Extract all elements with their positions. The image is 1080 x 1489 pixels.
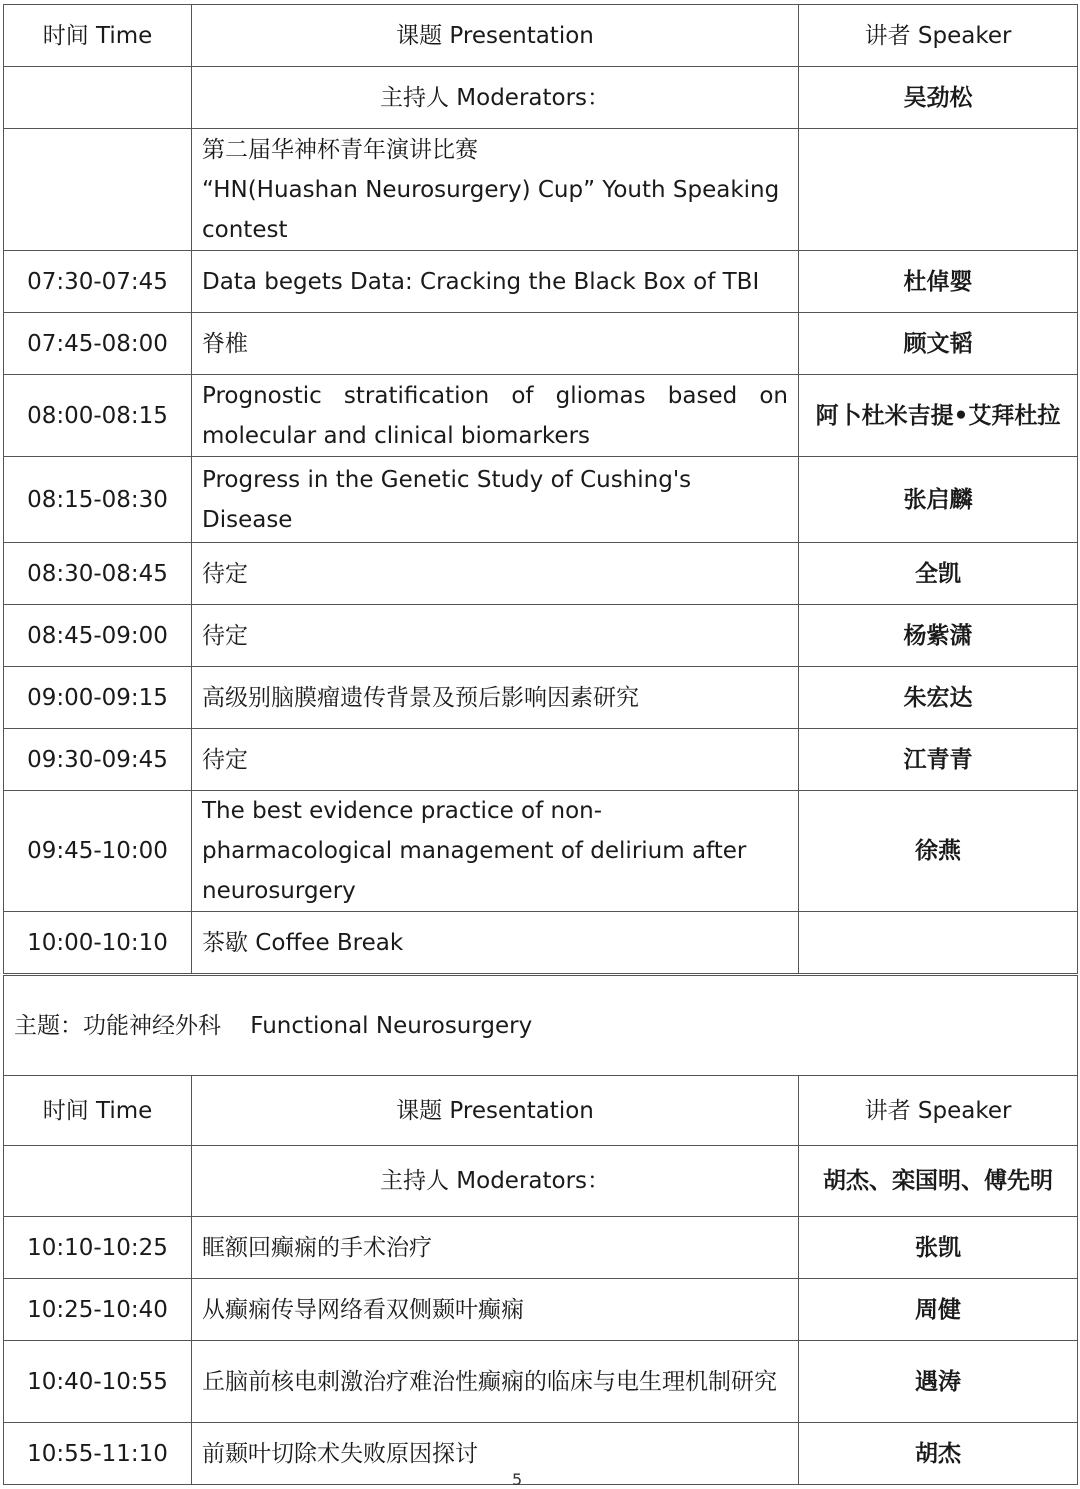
table-row: [4, 667, 1078, 729]
row-time: 07:45-08:00: [4, 313, 192, 375]
contest-title-line1: 第二届华神杯青年演讲比赛: [202, 136, 478, 163]
row-title: 待定: [192, 729, 799, 791]
table-row: [4, 1217, 1078, 1279]
contest-speaker-cell: [799, 129, 1078, 251]
row-time: 10:40-10:55: [4, 1341, 192, 1423]
table-row: [4, 729, 1078, 791]
page-number: 5: [512, 1470, 523, 1489]
moderator-time-cell: [4, 1146, 192, 1217]
row-title: 前颞叶切除术失败原因探讨: [192, 1423, 799, 1485]
moderator-label: 主持人 Moderators：: [192, 1146, 799, 1217]
row-title: 眶额回癫痫的手术治疗: [192, 1217, 799, 1279]
row-title: 待定: [192, 605, 799, 667]
row-speaker: 朱宏达: [799, 667, 1078, 729]
row-speaker: 阿卜杜米吉提•艾拜杜拉: [799, 375, 1078, 457]
row-speaker: 徐燕: [799, 791, 1078, 912]
moderator-speaker: 胡杰、栾国明、傅先明: [799, 1146, 1078, 1217]
moderator-row: [4, 67, 1078, 129]
row-time: 09:45-10:00: [4, 791, 192, 912]
table-row: [4, 791, 1078, 912]
row-speaker: [799, 912, 1078, 974]
row-speaker: 遇涛: [799, 1341, 1078, 1423]
contest-title: [192, 129, 799, 251]
row-time: 08:30-08:45: [4, 543, 192, 605]
contest-time-cell: [4, 129, 192, 251]
row-title: Prognostic stratification of gliomas based on molecular and clinical biomarkers: [192, 375, 799, 457]
theme-row: [4, 976, 1078, 1076]
row-time: 10:25-10:40: [4, 1279, 192, 1341]
row-time: 10:55-11:10: [4, 1423, 192, 1485]
row-title: The best evidence practice of non-pharmacological management of delirium after neurosurgery: [192, 791, 799, 912]
row-time: 08:15-08:30: [4, 457, 192, 543]
moderator-time-cell: [4, 67, 192, 129]
moderator-label: 主持人 Moderators：: [192, 67, 799, 129]
row-time: 09:30-09:45: [4, 729, 192, 791]
row-speaker: 杨紫潇: [799, 605, 1078, 667]
row-speaker: 张凯: [799, 1217, 1078, 1279]
row-time: 08:45-09:00: [4, 605, 192, 667]
schedule-table-2: [3, 975, 1078, 1485]
row-time: 10:10-10:25: [4, 1217, 192, 1279]
table-row: [4, 313, 1078, 375]
table-row: [4, 251, 1078, 313]
row-title: 茶歇 Coffee Break: [192, 912, 799, 974]
row-title: Data begets Data: Cracking the Black Box of TBI: [192, 251, 799, 313]
schedule-table-1: [3, 4, 1078, 974]
table-row: [4, 605, 1078, 667]
contest-title-line3: contest: [202, 216, 288, 243]
header-presentation: 课题 Presentation: [192, 5, 799, 67]
table-row: [4, 375, 1078, 457]
contest-title-line2: “HN(Huashan Neurosurgery) Cup” Youth Speaking: [202, 176, 780, 203]
row-speaker: 江青青: [799, 729, 1078, 791]
contest-row: [4, 129, 1078, 251]
section-theme-title: 主题：功能神经外科 Functional Neurosurgery: [4, 976, 1078, 1076]
table-header-row: [4, 1076, 1078, 1146]
row-time: 08:00-08:15: [4, 375, 192, 457]
row-speaker: 周健: [799, 1279, 1078, 1341]
row-title: 脊椎: [192, 313, 799, 375]
header-presentation: 课题 Presentation: [192, 1076, 799, 1146]
table-row: [4, 543, 1078, 605]
header-time: 时间 Time: [4, 1076, 192, 1146]
row-speaker: 全凯: [799, 543, 1078, 605]
table-row: [4, 1341, 1078, 1423]
header-speaker: 讲者 Speaker: [799, 5, 1078, 67]
row-title: 从癫痫传导网络看双侧颞叶癫痫: [192, 1279, 799, 1341]
row-time: 09:00-09:15: [4, 667, 192, 729]
moderator-speaker: 吴劲松: [799, 67, 1078, 129]
row-title: Progress in the Genetic Study of Cushing's Disease: [192, 457, 799, 543]
table-row: [4, 912, 1078, 974]
table-row: [4, 1423, 1078, 1485]
row-title: 丘脑前核电刺激治疗难治性癫痫的临床与电生理机制研究: [192, 1341, 799, 1423]
row-time: 07:30-07:45: [4, 251, 192, 313]
table-header-row: [4, 5, 1078, 67]
row-speaker: 杜倬婴: [799, 251, 1078, 313]
row-time: 10:00-10:10: [4, 912, 192, 974]
row-speaker: 张启麟: [799, 457, 1078, 543]
header-time: 时间 Time: [4, 5, 192, 67]
row-title: 待定: [192, 543, 799, 605]
header-speaker: 讲者 Speaker: [799, 1076, 1078, 1146]
moderator-row: [4, 1146, 1078, 1217]
row-speaker: 顾文韬: [799, 313, 1078, 375]
table-row: [4, 1279, 1078, 1341]
row-title: 高级别脑膜瘤遗传背景及预后影响因素研究: [192, 667, 799, 729]
table-row: [4, 457, 1078, 543]
row-speaker: 胡杰: [799, 1423, 1078, 1485]
